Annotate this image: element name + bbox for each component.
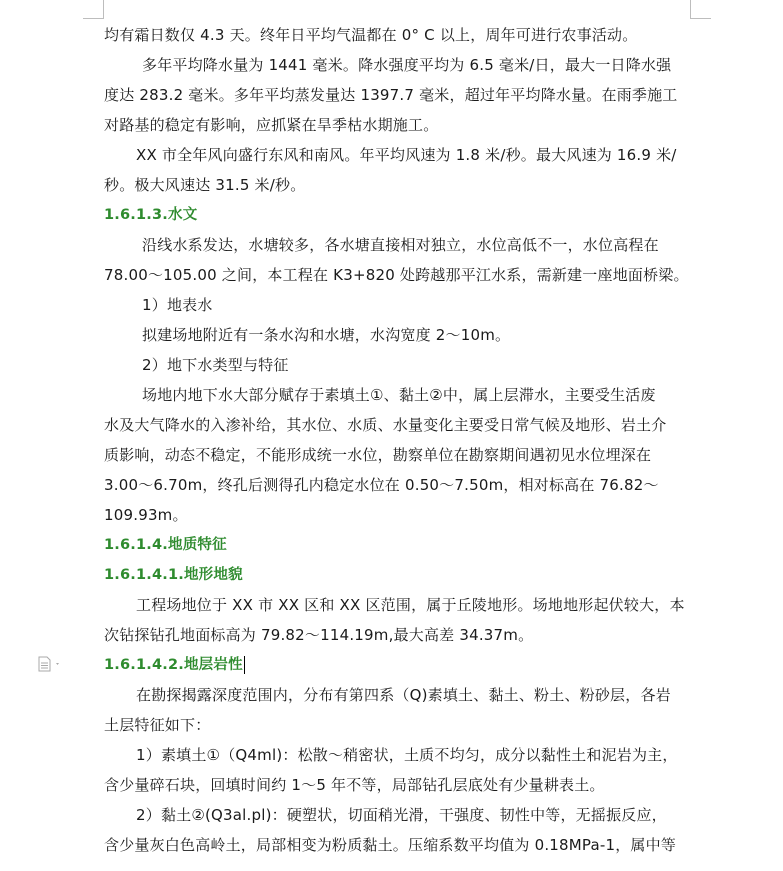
page-corner-mark-left bbox=[83, 0, 104, 19]
paragraph-line: 2）黏土②(Q3al.pl)：硬塑状，切面稍光滑，干强度、韧性中等，无摇振反应， bbox=[136, 806, 667, 824]
section-heading-landform: 1.6.1.4.1.地形地貌 bbox=[104, 567, 243, 583]
paragraph-line: 场地内地下水大部分赋存于素填土①、黏土②中，属上层滞水，主要受生活废 bbox=[142, 386, 656, 404]
paragraph-line: 含少量灰白色高岭土，局部相变为粉质黏土。压缩系数平均值为 0.18MPa-1，属中等 bbox=[104, 836, 677, 854]
list-item: 1）地表水 bbox=[142, 296, 213, 314]
paragraph-line: 对路基的稳定有影响，应抓紧在旱季枯水期施工。 bbox=[104, 116, 439, 134]
paragraph-line: 工程场地位于 XX 市 XX 区和 XX 区范围，属于丘陵地形。场地地形起伏较大，本 bbox=[136, 596, 685, 614]
paragraph-line: 1）素填土①（Q4ml)：松散～稍密状，土质不均匀，成分以黏性土和泥岩为主， bbox=[136, 746, 678, 764]
section-heading-strata-text: 1.6.1.4.2.地层岩性 bbox=[104, 657, 243, 673]
section-heading-strata[interactable] bbox=[104, 650, 690, 680]
section-heading-geology: 1.6.1.4.地质特征 bbox=[104, 537, 227, 553]
paragraph-line: 3.00～6.70m，终孔后测得孔内稳定水位在 0.50～7.50m，相对标高在 76.82～ bbox=[104, 476, 659, 494]
paragraph-line: 水及大气降水的入渗补给，其水位、水质、水量变化主要受日常气候及地形、岩土介 bbox=[104, 416, 667, 434]
text-cursor bbox=[244, 656, 245, 674]
paragraph-line: 拟建场地附近有一条水沟和水塘，水沟宽度 2～10m。 bbox=[142, 326, 511, 344]
paragraph-line: 秒。极大风速达 31.5 米/秒。 bbox=[104, 176, 306, 194]
document-body[interactable] bbox=[104, 20, 690, 860]
paragraph-line: 度达 283.2 毫米。多年平均蒸发量达 1397.7 毫米，超过年平均降水量。在雨季施工 bbox=[104, 86, 678, 104]
paragraph-line: 多年平均降水量为 1441 毫米。降水强度平均为 6.5 毫米/日，最大一日降水强 bbox=[142, 56, 672, 74]
list-item: 2）地下水类型与特征 bbox=[142, 356, 289, 374]
paragraph-line: 土层特征如下： bbox=[104, 716, 211, 734]
paragraph-line: 109.93m。 bbox=[104, 506, 188, 524]
section-heading-hydrology: 1.6.1.3.水文 bbox=[104, 207, 198, 223]
page-corner-mark-right bbox=[690, 0, 711, 19]
document-icon[interactable] bbox=[37, 656, 63, 672]
paragraph-line: 在勘探揭露深度范围内，分布有第四系（Q)素填土、黏土、粉土、粉砂层，各岩 bbox=[136, 686, 671, 704]
paragraph-line: 质影响，动态不稳定，不能形成统一水位，勘察单位在勘察期间遇初见水位埋深在 bbox=[104, 446, 652, 464]
paragraph-line: 沿线水系发达，水塘较多，各水塘直接相对独立，水位高低不一，水位高程在 bbox=[142, 236, 659, 254]
paragraph-line: 含少量碎石块，回填时间约 1～5 年不等，局部钻孔层底处有少量耕表土。 bbox=[104, 776, 605, 794]
paragraph-line: XX 市全年风向盛行东风和南风。年平均风速为 1.8 米/秒。最大风速为 16.9 米/ bbox=[136, 146, 677, 164]
paragraph-line: 78.00～105.00 之间，本工程在 K3+820 处跨越那平江水系，需新建一座地面桥梁。 bbox=[104, 266, 689, 284]
paragraph-line: 次钻探钻孔地面标高为 79.82～114.19m,最大高差 34.37m。 bbox=[104, 626, 534, 644]
paragraph-line: 均有霜日数仅 4.3 天。终年日平均气温都在 0° C 以上，周年可进行农事活动。 bbox=[104, 26, 638, 44]
